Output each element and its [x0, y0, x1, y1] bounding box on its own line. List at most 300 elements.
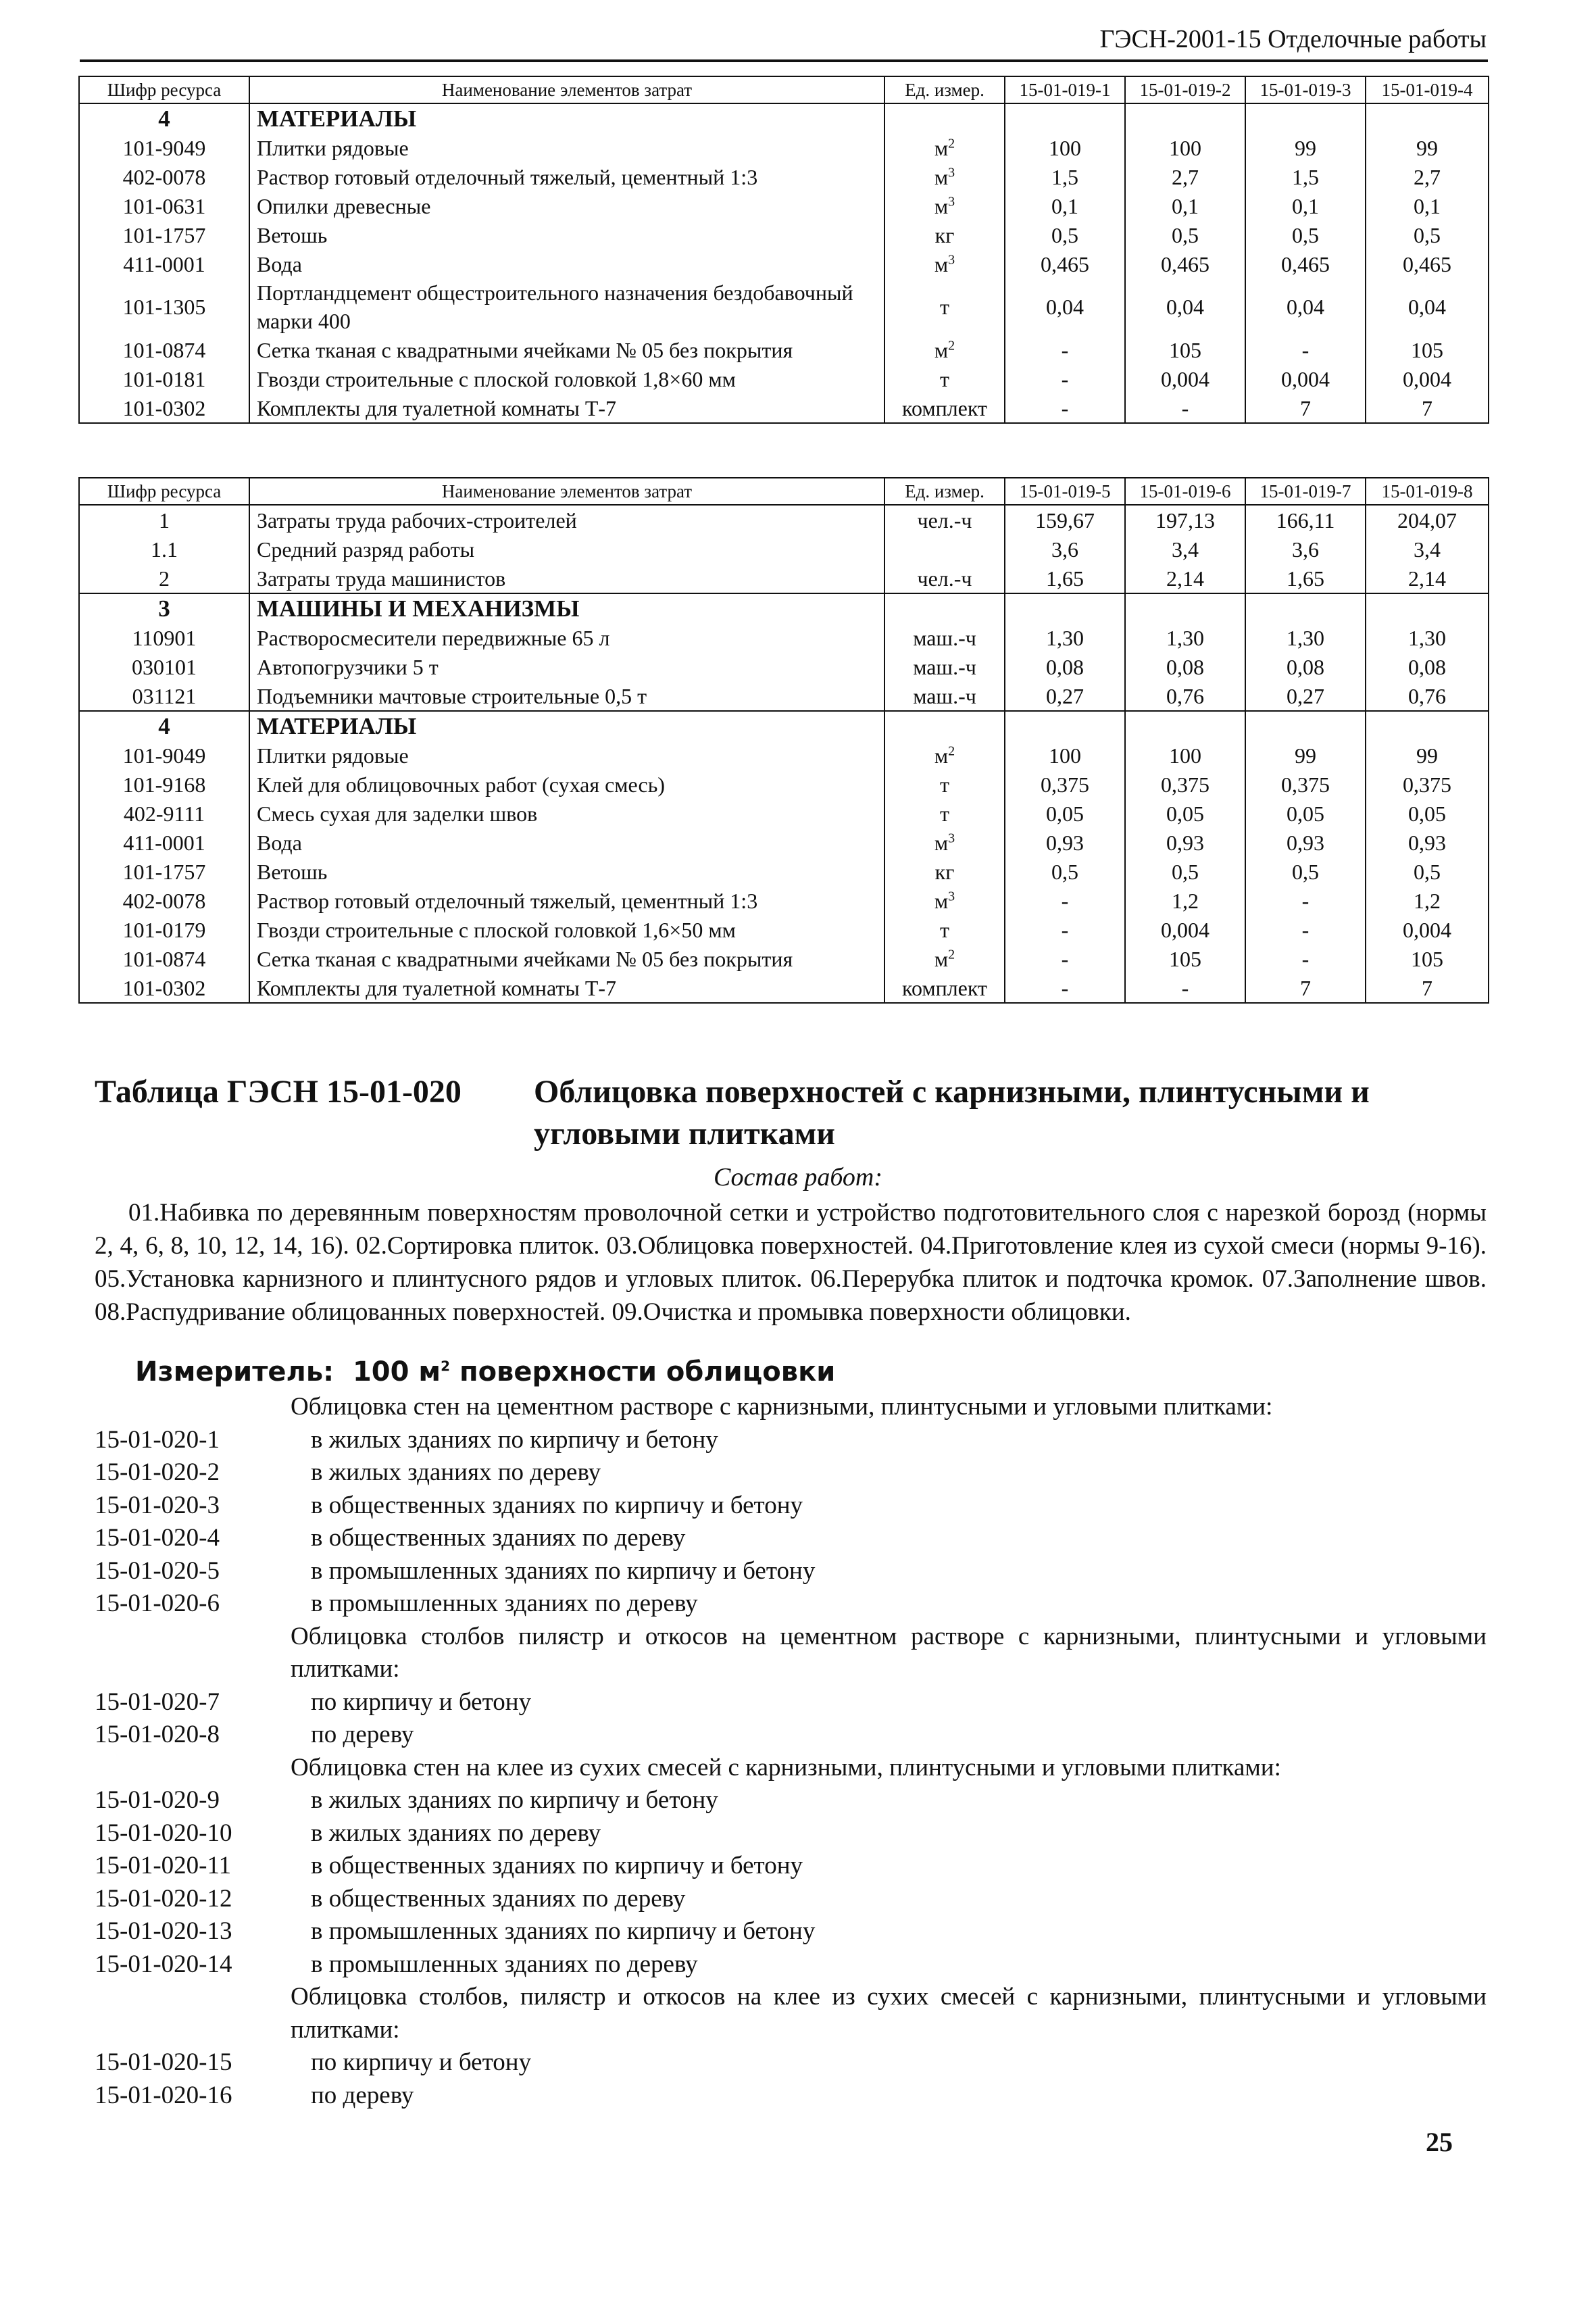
resource-name: Гвозди строительные с плоской головкой 1,8×60 мм: [249, 364, 884, 393]
resource-name: Автопогрузчики 5 т: [249, 652, 884, 681]
header-norm: 15-01-019-1: [1005, 76, 1125, 103]
meter-rest: поверхности облицовки: [450, 1356, 836, 1387]
norm-value: -: [1005, 944, 1125, 973]
unit-power: 3: [948, 193, 955, 209]
norm-value: 0,93: [1245, 828, 1366, 857]
norm-description: в промышленных зданиях по дереву: [311, 1950, 698, 1978]
resource-code: 101-0179: [79, 915, 249, 944]
unit-text: кг: [934, 222, 955, 247]
norm-value: 0,5: [1125, 857, 1245, 886]
norm-value: 105: [1125, 944, 1245, 973]
norm-code: 15-01-020-7: [95, 1688, 220, 1716]
unit-text: комплект: [902, 975, 987, 1000]
resource-code: 031121: [79, 681, 249, 711]
norm-code: 15-01-020-5: [95, 1556, 220, 1585]
work-composition-label: Состав работ:: [713, 1163, 883, 1191]
norms-table-019-5-8: [78, 477, 1489, 1004]
norm-value: 0,375: [1125, 770, 1245, 799]
norm-description: по дереву: [311, 1721, 414, 1748]
norm-value: 0,375: [1245, 770, 1366, 799]
norm-value: 105: [1366, 335, 1489, 364]
table-row: [79, 505, 1489, 535]
empty-cell: [1245, 103, 1366, 133]
unit-power: 2: [948, 743, 955, 758]
table-row: [79, 886, 1489, 915]
norm-value: 0,93: [1125, 828, 1245, 857]
unit-cell: [884, 335, 1005, 364]
norm-value: 0,04: [1245, 278, 1366, 335]
norm-code: 15-01-020-1: [95, 1425, 220, 1454]
table-row: [79, 799, 1489, 828]
table-title: [95, 1073, 1370, 1110]
norm-value: 1,5: [1245, 162, 1366, 191]
table-row: [79, 364, 1489, 393]
header-code: Шифр ресурса: [79, 478, 249, 505]
resource-name: Смесь сухая для заделки швов: [249, 799, 884, 828]
table-title-line2: угловыми плитками: [534, 1116, 835, 1152]
norm-value: -: [1005, 973, 1125, 1003]
norm-description: в общественных зданиях по дереву: [311, 1524, 686, 1552]
empty-cell: [884, 711, 1005, 741]
table-row: [79, 770, 1489, 799]
unit-text: т: [940, 801, 949, 826]
norm-description: в жилых зданиях по кирпичу и бетону: [311, 1425, 718, 1454]
resource-code: 101-0874: [79, 335, 249, 364]
norm-value: -: [1005, 393, 1125, 423]
norm-group-heading: Облицовка столбов пилястр и откосов на цементном растворе с карнизными, плинтусными и угловыми плитками:: [291, 1622, 1487, 1683]
empty-cell: [1245, 593, 1366, 623]
header-norm: 15-01-019-8: [1366, 478, 1489, 505]
unit-cell: [884, 623, 1005, 652]
table-row: [79, 278, 1489, 335]
norm-description: в промышленных зданиях по дереву: [311, 1590, 698, 1617]
unit-power: 2: [948, 946, 955, 962]
norm-value: 105: [1366, 944, 1489, 973]
resource-code: 411-0001: [79, 828, 249, 857]
unit-text: м: [934, 251, 949, 276]
norm-value: 0,375: [1366, 770, 1489, 799]
norm-list-item: [95, 1522, 1487, 1555]
norm-value: 0,27: [1005, 681, 1125, 711]
norm-description: в промышленных зданиях по кирпичу и бетону: [311, 1917, 816, 1945]
norm-code: 15-01-020-13: [95, 1917, 232, 1945]
unit-text: чел.-ч: [917, 566, 972, 591]
table-row: [79, 944, 1489, 973]
resource-code: 101-9168: [79, 770, 249, 799]
header-norm: 15-01-019-5: [1005, 478, 1125, 505]
resource-code: 101-0181: [79, 364, 249, 393]
norm-code: 15-01-020-12: [95, 1884, 232, 1913]
norm-value: 0,1: [1366, 191, 1489, 220]
unit-text: чел.-ч: [917, 508, 972, 533]
resource-code: 101-0302: [79, 973, 249, 1003]
norm-code: 15-01-020-8: [95, 1721, 220, 1748]
unit-cell: [884, 162, 1005, 191]
norm-value: -: [1125, 393, 1245, 423]
norm-value: 0,465: [1245, 249, 1366, 278]
norm-code: 15-01-020-2: [95, 1458, 220, 1486]
unit-cell: [884, 505, 1005, 535]
norm-description: в жилых зданиях по дереву: [311, 1819, 601, 1847]
norm-value: 0,5: [1125, 220, 1245, 249]
norm-description: в промышленных зданиях по кирпичу и бетону: [311, 1556, 816, 1585]
norm-value: 0,93: [1366, 828, 1489, 857]
norm-value: 1,30: [1245, 623, 1366, 652]
empty-cell: [884, 103, 1005, 133]
norm-value: 3,6: [1005, 535, 1125, 564]
norm-value: 1,30: [1005, 623, 1125, 652]
norm-value: 0,08: [1245, 652, 1366, 681]
norm-value: 99: [1366, 741, 1489, 770]
unit-cell: [884, 799, 1005, 828]
unit-text: комплект: [902, 395, 987, 420]
norm-value: -: [1245, 335, 1366, 364]
norm-value: 0,5: [1005, 857, 1125, 886]
norm-code: 15-01-020-15: [95, 2048, 232, 2076]
norm-value: 0,5: [1366, 220, 1489, 249]
norm-value: 0,05: [1366, 799, 1489, 828]
header-norm: 15-01-019-2: [1125, 76, 1245, 103]
norm-description: в жилых зданиях по дереву: [311, 1458, 601, 1486]
table-row: [79, 535, 1489, 564]
unit-power: 3: [948, 164, 955, 180]
unit-cell: [884, 278, 1005, 335]
work-composition-text: 01.Набивка по деревянным поверхностям проволочной сетки и устройство подготовительного слоя с нарезкой борозд (нормы 2, 4, 6, 8, 10, 12, 14, 16). 02.Сортировка плиток. 03.Облицовка поверхностей. 04.Приготовление клея из сухой смеси (нормы 9-16). 05.Установка карнизного и плинтусного рядов и угловых плиток. 06.Перерубка плиток и подточка кромок. 07.Заполнение швов. 08.Распудривание облицованных поверхностей. 09.Очистка и промывка поверхности облицовки.: [95, 1199, 1487, 1326]
table-header-row: [79, 478, 1489, 505]
norm-list-item: [95, 1784, 1487, 1817]
norm-value: 105: [1125, 335, 1245, 364]
norm-value: 0,1: [1245, 191, 1366, 220]
unit-text: т: [940, 772, 949, 797]
norm-value: 3,4: [1366, 535, 1489, 564]
norm-value: 0,04: [1125, 278, 1245, 335]
norm-value: 0,05: [1125, 799, 1245, 828]
resource-code: 030101: [79, 652, 249, 681]
norm-list-item: [95, 1424, 1487, 1457]
resource-name: Плитки рядовые: [249, 133, 884, 162]
unit-text: м: [934, 743, 949, 768]
empty-cell: [884, 593, 1005, 623]
meter-value: 100 м: [352, 1356, 441, 1387]
meter-sup: 2: [441, 1358, 451, 1375]
norm-list-item: [95, 2079, 1487, 2113]
unit-text: м: [934, 946, 949, 971]
norm-value: -: [1245, 915, 1366, 944]
resource-name: Портландцемент общестроительного назначения бездобавочный марки 400: [249, 278, 884, 335]
norm-value: 3,4: [1125, 535, 1245, 564]
norm-description: в общественных зданиях по кирпичу и бетону: [311, 1491, 803, 1519]
norm-list: [95, 1391, 1487, 2112]
resource-name: Вода: [249, 249, 884, 278]
table-row: [79, 915, 1489, 944]
resource-name: Ветошь: [249, 857, 884, 886]
norm-value: 1,30: [1366, 623, 1489, 652]
norms-table-019-1-4: [78, 76, 1489, 424]
unit-text: м: [934, 135, 949, 160]
resource-code: 402-0078: [79, 162, 249, 191]
empty-cell: [1125, 103, 1245, 133]
unit-cell: [884, 220, 1005, 249]
norm-list-item: [95, 1719, 1487, 1752]
norm-value: 0,05: [1245, 799, 1366, 828]
table-row: [79, 162, 1489, 191]
norm-value: 1,30: [1125, 623, 1245, 652]
norm-list-item: [95, 1850, 1487, 1883]
unit-text: т: [940, 295, 949, 319]
unit-power: 2: [948, 337, 955, 353]
empty-cell: [1005, 593, 1125, 623]
norm-value: 0,08: [1125, 652, 1245, 681]
resource-name: Раствор готовый отделочный тяжелый, цементный 1:3: [249, 886, 884, 915]
norm-value: 0,5: [1245, 220, 1366, 249]
norm-value: 2,7: [1125, 162, 1245, 191]
unit-cell: [884, 364, 1005, 393]
norm-value: 166,11: [1245, 505, 1366, 535]
norm-value: 2,14: [1125, 564, 1245, 593]
empty-cell: [1366, 103, 1489, 133]
norm-value: 204,07: [1366, 505, 1489, 535]
resource-code: 411-0001: [79, 249, 249, 278]
resource-name: Затраты труда машинистов: [249, 564, 884, 593]
norm-value: -: [1005, 335, 1125, 364]
norm-description: по кирпичу и бетону: [311, 2048, 532, 2076]
unit-cell: [884, 828, 1005, 857]
norm-value: 0,5: [1245, 857, 1366, 886]
table-header-row: [79, 76, 1489, 103]
norm-description: в жилых зданиях по кирпичу и бетону: [311, 1786, 718, 1814]
unit-cell: [884, 770, 1005, 799]
norm-value: 0,76: [1125, 681, 1245, 711]
norm-value: 1,2: [1125, 886, 1245, 915]
table-code: Таблица ГЭСН 15-01-020: [95, 1074, 462, 1110]
resource-name: Клей для облицовочных работ (сухая смесь): [249, 770, 884, 799]
meter-label: Измеритель:: [135, 1356, 334, 1387]
norm-code: 15-01-020-9: [95, 1786, 220, 1814]
resource-name: Сетка тканая с квадратными ячейками № 05 без покрытия: [249, 335, 884, 364]
table-title-line1: Облицовка поверхностей с карнизными, плинтусными и: [534, 1074, 1370, 1110]
unit-cell: [884, 249, 1005, 278]
table-row: [79, 220, 1489, 249]
norm-value: 100: [1125, 133, 1245, 162]
norm-code: 15-01-020-16: [95, 2081, 232, 2109]
norm-description: по дереву: [311, 2081, 414, 2109]
norm-value: 99: [1245, 133, 1366, 162]
running-header: ГЭСН-2001-15 Отделочные работы: [1099, 25, 1487, 53]
norm-value: 0,1: [1125, 191, 1245, 220]
norm-value: 1,2: [1366, 886, 1489, 915]
header-code: Шифр ресурса: [79, 76, 249, 103]
norm-value: 2,7: [1366, 162, 1489, 191]
section-name: МАТЕРИАЛЫ: [249, 103, 884, 133]
resource-name: Затраты труда рабочих-строителей: [249, 505, 884, 535]
norm-value: 0,08: [1005, 652, 1125, 681]
resource-name: Вода: [249, 828, 884, 857]
header-norm: 15-01-019-6: [1125, 478, 1245, 505]
unit-power: 2: [948, 135, 955, 151]
norm-value: 0,465: [1125, 249, 1245, 278]
norm-value: 0,004: [1125, 364, 1245, 393]
norm-value: 7: [1366, 393, 1489, 423]
unit-cell: [884, 564, 1005, 593]
norm-value: -: [1245, 886, 1366, 915]
norm-value: -: [1005, 915, 1125, 944]
norm-list-item: [95, 1456, 1487, 1490]
unit-text: маш.-ч: [913, 625, 976, 650]
norm-value: 0,465: [1366, 249, 1489, 278]
norm-value: 2,14: [1366, 564, 1489, 593]
section-row: [79, 711, 1489, 741]
norm-description: по кирпичу и бетону: [311, 1688, 532, 1716]
empty-cell: [1245, 711, 1366, 741]
unit-text: маш.-ч: [913, 654, 976, 679]
norm-description: в общественных зданиях по кирпичу и бетону: [311, 1852, 803, 1879]
norm-list-item: [95, 1686, 1487, 1719]
unit-cell: [884, 944, 1005, 973]
norm-list-item: [95, 1915, 1487, 1948]
table-row: [79, 623, 1489, 652]
header-norm: 15-01-019-4: [1366, 76, 1489, 103]
section-code: 4: [79, 103, 249, 133]
norm-code: 15-01-020-4: [95, 1524, 220, 1552]
norm-value: 1,5: [1005, 162, 1125, 191]
resource-name: Средний разряд работы: [249, 535, 884, 564]
unit-cell: [884, 915, 1005, 944]
norm-value: 0,004: [1245, 364, 1366, 393]
section-name: МАТЕРИАЛЫ: [249, 711, 884, 741]
empty-cell: [1125, 593, 1245, 623]
resource-code: 101-1757: [79, 857, 249, 886]
header-unit: Ед. измер.: [884, 76, 1005, 103]
unit-text: м: [934, 164, 949, 189]
norm-value: 0,93: [1005, 828, 1125, 857]
unit-power: 3: [948, 251, 955, 267]
resource-code: 101-0302: [79, 393, 249, 423]
table-row: [79, 652, 1489, 681]
norm-list-item: [95, 2046, 1487, 2079]
section-code: 3: [79, 593, 249, 623]
header-name: Наименование элементов затрат: [249, 478, 884, 505]
resource-code: 402-0078: [79, 886, 249, 915]
norm-group-heading: Облицовка стен на цементном растворе с карнизными, плинтусными и угловыми плитками:: [291, 1393, 1273, 1421]
norm-value: 0,004: [1366, 364, 1489, 393]
norm-code: 15-01-020-3: [95, 1491, 220, 1519]
unit-cell: [884, 535, 1005, 564]
resource-name: Плитки рядовые: [249, 741, 884, 770]
norm-value: 0,465: [1005, 249, 1125, 278]
resource-name: Раствор готовый отделочный тяжелый, цементный 1:3: [249, 162, 884, 191]
norm-value: 99: [1366, 133, 1489, 162]
resource-code: 110901: [79, 623, 249, 652]
table-row: [79, 857, 1489, 886]
empty-cell: [1005, 103, 1125, 133]
resource-code: 101-9049: [79, 741, 249, 770]
unit-text: кг: [934, 859, 955, 884]
empty-cell: [1005, 711, 1125, 741]
empty-cell: [1125, 711, 1245, 741]
unit-text: м: [934, 888, 949, 913]
unit-cell: [884, 191, 1005, 220]
norm-value: -: [1005, 886, 1125, 915]
section-code: 4: [79, 711, 249, 741]
unit-cell: [884, 681, 1005, 711]
norm-list-item: [95, 1555, 1487, 1588]
section-name: МАШИНЫ И МЕХАНИЗМЫ: [249, 593, 884, 623]
norm-code: 15-01-020-6: [95, 1590, 220, 1617]
table-row: [79, 191, 1489, 220]
unit-cell: [884, 973, 1005, 1003]
norm-value: 0,5: [1005, 220, 1125, 249]
header-rule: [80, 59, 1488, 62]
resource-code: 1: [79, 505, 249, 535]
norm-list-item: [95, 1490, 1487, 1523]
norm-value: 0,05: [1005, 799, 1125, 828]
unit-text: м: [934, 337, 949, 362]
norm-code: 15-01-020-11: [95, 1852, 232, 1879]
norm-value: 0,04: [1366, 278, 1489, 335]
unit-text: т: [940, 917, 949, 942]
norm-value: 0,04: [1005, 278, 1125, 335]
norm-code: 15-01-020-14: [95, 1950, 232, 1978]
norm-description: в общественных зданиях по дереву: [311, 1884, 686, 1913]
table-row: [79, 681, 1489, 711]
resource-code: 1.1: [79, 535, 249, 564]
empty-cell: [1366, 711, 1489, 741]
norm-value: 7: [1245, 973, 1366, 1003]
section-row: [79, 103, 1489, 133]
norm-value: 99: [1245, 741, 1366, 770]
norm-value: 0,004: [1125, 915, 1245, 944]
page-number: 25: [1426, 2127, 1453, 2157]
norm-code: 15-01-020-10: [95, 1819, 232, 1847]
table-row: [79, 133, 1489, 162]
resource-code: 101-9049: [79, 133, 249, 162]
table-row: [79, 741, 1489, 770]
table-row: [79, 828, 1489, 857]
header-name: Наименование элементов затрат: [249, 76, 884, 103]
norm-value: 100: [1005, 741, 1125, 770]
norm-value: 7: [1366, 973, 1489, 1003]
unit-text: м: [934, 193, 949, 218]
unit-cell: [884, 857, 1005, 886]
norm-value: 197,13: [1125, 505, 1245, 535]
norm-group-heading: Облицовка столбов, пилястр и откосов на клее из сухих смесей с карнизными, плинтусными и угловыми плитками:: [291, 1983, 1487, 2044]
norm-value: -: [1245, 944, 1366, 973]
norm-value: -: [1125, 973, 1245, 1003]
unit-text: маш.-ч: [913, 683, 976, 708]
norm-value: 0,08: [1366, 652, 1489, 681]
header-unit: Ед. измер.: [884, 478, 1005, 505]
norm-group-heading: Облицовка стен на клее из сухих смесей с карнизными, плинтусными и угловыми плитками:: [291, 1753, 1281, 1781]
norm-value: -: [1005, 364, 1125, 393]
resource-name: Ветошь: [249, 220, 884, 249]
resource-name: Опилки древесные: [249, 191, 884, 220]
norm-value: 0,004: [1366, 915, 1489, 944]
norm-value: 0,27: [1245, 681, 1366, 711]
resource-name: Растворосмесители передвижные 65 л: [249, 623, 884, 652]
unit-text: т: [940, 366, 949, 391]
unit-power: 3: [948, 888, 955, 904]
resource-name: Подъемники мачтовые строительные 0,5 т: [249, 681, 884, 711]
norm-value: 7: [1245, 393, 1366, 423]
table-row: [79, 393, 1489, 423]
norm-value: 0,1: [1005, 191, 1125, 220]
resource-code: 101-1305: [79, 278, 249, 335]
measurement-unit: [135, 1356, 835, 1387]
norm-value: 100: [1005, 133, 1125, 162]
norm-value: 0,375: [1005, 770, 1125, 799]
unit-cell: [884, 133, 1005, 162]
table-row: [79, 335, 1489, 364]
